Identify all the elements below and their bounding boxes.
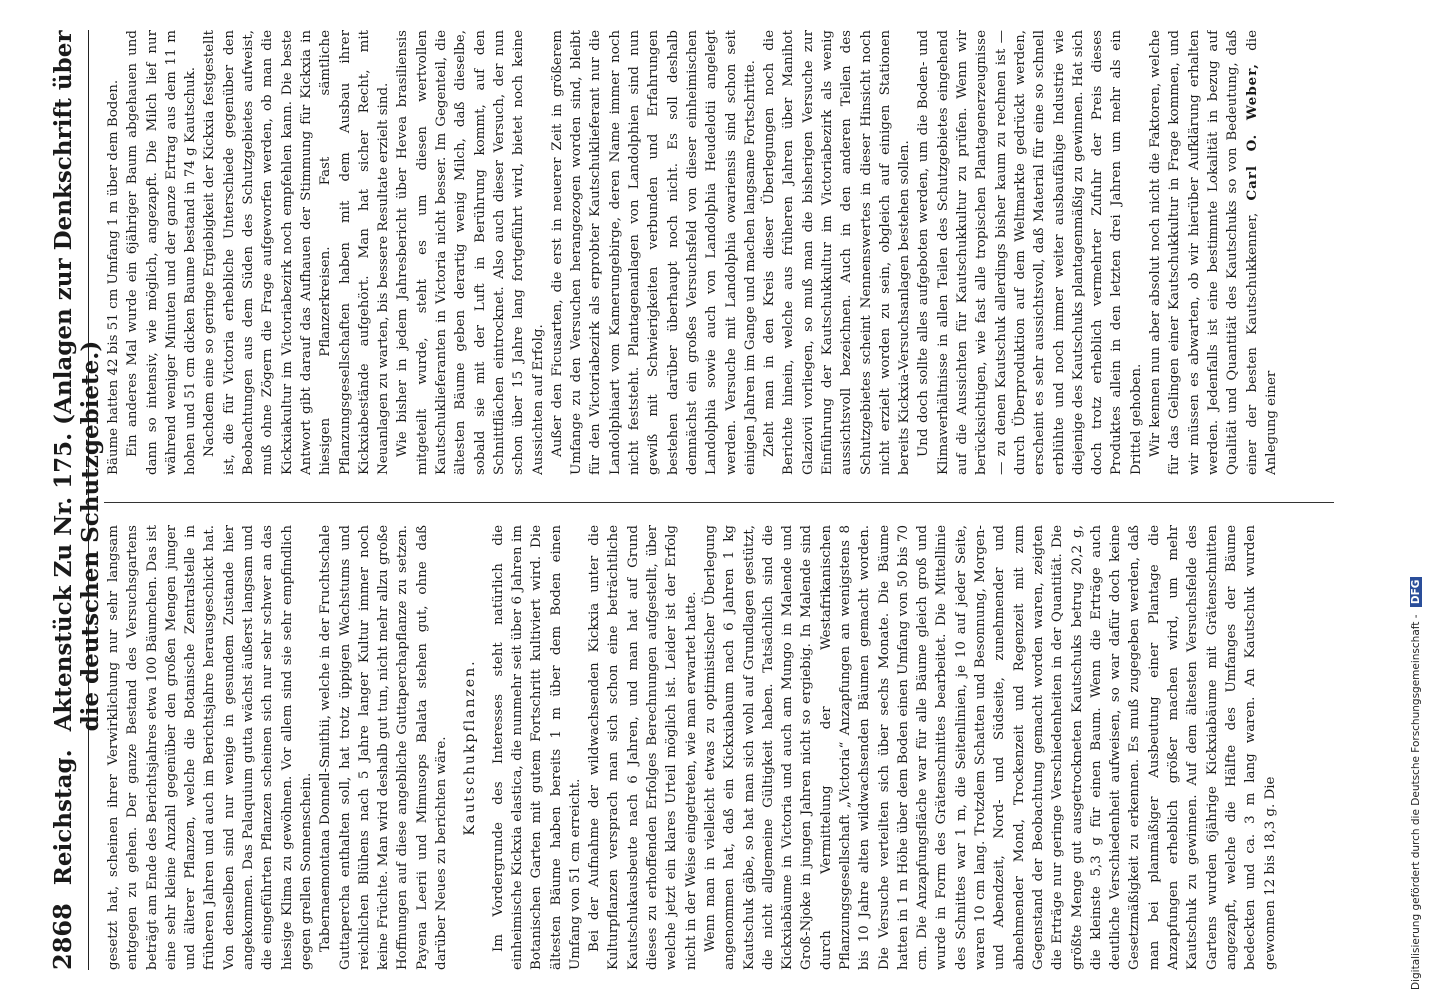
column-divider bbox=[104, 502, 1334, 503]
paragraph: gesetzt hat, scheinen ihrer Verwirklichung nur sehr langsam entgegen zu gehen. Der ganze Bestand des Versuchsgartens beträgt am Ende des Berichtsjahres etwa 100 Bäumchen. Das ist eine sehr kleine Anzahl gegenüber den großen Mengen junger und älterer Pflanzen, welche die Botanische Zentralstelle in früheren Jahren und auch im Berichtsjahre herausgeschickt hat. Von denselben sind nur wenige in gesundem Zustande hier angekommen. Das Palaquium gutta wächst äußerst langsam und die eingeführten Pflanzen scheinen sich nur sehr schwer an das hiesige Klima zu gewöhnen. Vor allem sind sie sehr empfindlich gegen grellen Sonnenschein. bbox=[106, 525, 314, 970]
dfg-logo: DFG bbox=[1410, 577, 1422, 608]
header-left-title: Reichstag. bbox=[50, 749, 77, 886]
paragraph: Nachdem eine so geringe Ergiebigkeit der Kickxia festgestellt ist, die für Victoria erhebliche Unterschiede gegenüber den Beobachtungen aus dem Süden des Schutzgebietes aufweist, muß ohne Zögern die Frage aufgeworfen werden, ob man die Kickxiakultur im Victoriabezirk noch empfehlen kann. Die beste Antwort gibt darauf das Aufhauen der Stimmung für Kickxia in hiesigen Pflanzerkreisen. Fast sämtliche Pflanzungsgesellschaften haben mit dem Ausbau ihrer Kickxiabestände aufgehört. Man hat sicher Recht, mit Neuanlagen zu warten, bis bessere Resultate erzielt sind. bbox=[202, 30, 392, 475]
digitization-footer bbox=[1406, 0, 1434, 1000]
digitization-note-text: Digitalisierung gefördert durch die Deutsche Forschungsgemeinschaft - bbox=[1410, 614, 1422, 990]
author-name: Carl O. Weber, bbox=[1243, 63, 1260, 201]
paragraph-text: Wir kennen nun aber absolut noch nicht die Faktoren, welche für das Gelingen einer Kautschukkultur in Frage kommen, und wir müssen es abwarten, ob wir hierüber Aufklärung erhalten werden. Jedenfalls ist eine bestimmte Lokalität in bezug auf Qualität und Quantität des Kautschuks so von Bedeutung, daß einer der besten Kautschukkenner, bbox=[1148, 30, 1260, 475]
paragraph: Tabernaemontana Donnell-Smithii, welche in der Fruchtschale Guttapercha enthalten soll, hat trotz üppigen Wachstums und reichlichen Blühens nach 5 Jahre langer Kultur immer noch keine Früchte. Man wird deshalb gut tun, nicht mehr allzu große Hoffnungen auf diese angebliche Guttaperchapflanze zu setzen. Payena Leerii und Mimusops Balata stehen gut, ohne daß darüber Neues zu berichten wäre. bbox=[318, 525, 450, 970]
right-text-column bbox=[104, 30, 1334, 475]
page-header bbox=[48, 30, 104, 970]
paragraph: Bäume hatten 42 bis 51 cm Umfang 1 m über dem Boden. bbox=[106, 79, 121, 475]
page-number: 2868 bbox=[48, 903, 77, 970]
paragraph: Und doch sollte alles aufgeboten werden, um die Boden- und Klimaverhältnisse in allen Teilen des Schutzgebietes eingehend auf die Aussichten für Kautschukkultur zu prüfen. Wenn wir berücksichtigen, wie fast alle tropischen Plantagenerzeugnisse — zu denen Kautschuk allerdings bisher kaum zu rechnen ist — durch Überproduktion auf dem Weltmarkte gedrückt werden, erscheint es sehr aussichtsvoll, daß Material für eine so schnell erblühte und noch immer weiter ausbaufähige Industrie wie diejenige des Kautschuks plantagenmäßig zu gewinnen. Hat sich doch trotz erheblich vermehrter Zufuhr der Preis dieses Produktes allein in den letzten drei Jahren um mehr als ein Drittel gehoben. bbox=[916, 30, 1144, 475]
paragraph: Bei der Aufnahme der wildwachsenden Kickxia unter die Kulturpflanzen versprach man sich schon eine beträchtliche Kautschukausbeute nach 6 Jahren, und man hat auf Grund dieses zu erhoffenden Erfolges Berechnungen aufgestellt, über welche jetzt ein klares Urteil möglich ist. Leider ist der Erfolg nicht in der Weise eingetreten, wie man erwartet hatte. bbox=[587, 525, 699, 970]
paragraph-text-end: die Anlegung einer bbox=[1244, 30, 1279, 475]
paragraph: Im Vordergrunde des Interesses steht natürlich die einheimische Kickxia elastica, die nunmehr seit über 6 Jahren im Botanischen Garten mit gutem Fortschritt kultiviert wird. Die ältesten Bäume haben bereits 1 m über dem Boden einen Umfang von 51 cm erreicht. bbox=[490, 525, 583, 970]
paragraph bbox=[1146, 30, 1281, 475]
paragraph: Ein anderes Mal wurde ein 6jähriger Baum abgehauen und dann so intensiv, wie möglich, angezapft. Die Milch lief nur während weniger Minuten und der ganze Ertrag aus dem 11 m hohen und 51 cm dicken Baume bestand in 74 g Kautschuk. bbox=[125, 30, 199, 475]
paragraph: Wie bisher in jedem Jahresbericht über Hevea brasiliensis mitgeteilt wurde, steht es um diesen wertvollen Kautschuklieferanten in Victoria nicht besser. Im Gegenteil, die ältesten Bäume geben derartig wenig Milch, daß dieselbe, sobald sie mit der Luft in Berührung kommt, auf den Schnittflächen eintrocknet. Also auch dieser Versuch, der nun schon über 15 Jahre lang fortgeführt wird, bietet noch keine Aussichten auf Erfolg. bbox=[395, 30, 546, 475]
paragraph: Außer den Ficusarten, die erst in neuerer Zeit in größerem Umfange zu den Versuchen herangezogen worden sind, bleibt für den Victoriabezirk als erprobter Kautschuklieferant nur die Landolphiaart vom Kamerungebirge, deren Name immer noch nicht feststeht. Plantagenanlagen von Landolphien sind nun gewiß mit Schwierigkeiten verbunden und Erfahrungen bestehen darüber überhaupt noch nicht. Es soll deshalb demnächst ein großes Versuchsfeld von dieser einheimischen Landolphia sowie auch von Landolphia Heudelotii angelegt werden. Versuche mit Landolphia owariensis sind schon seit einigen Jahren im Gange und machen langsame Fortschritte. bbox=[549, 30, 758, 475]
paragraph: Zieht man in den Kreis dieser Überlegungen noch die Berichte hinein, welche aus früheren Jahren über Manihot Glaziovii vorliegen, so muß man die bisherigen Versuche zur Einführung der Kautschukkultur im Victoriabezirk als wenig aussichtsvoll bezeichnen. Auch in den anderen Teilen des Schutzgebietes scheint Nennenswertes in dieser Hinsicht noch nicht erzielt worden zu sein, obgleich auf einigen Stationen bereits Kickxia-Versuchsanlagen bestehen sollen. bbox=[762, 30, 913, 475]
header-right-title: Aktenstück Zu Nr. 175. (Anlagen zur Denkschrift über die deutschen Schutzgebiete.) bbox=[50, 30, 104, 732]
section-heading: Kautschukpflanzen. bbox=[462, 659, 479, 836]
left-text-column bbox=[104, 525, 1334, 970]
paragraph: Wenn man in vielleicht etwas zu optimistischer Überlegung angenommen hat, daß ein Kickxiabaum nach 6 Jahren 1 kg Kautschuk gäbe, so hat man sich wohl auf Grundlagen gestützt, die nicht allgemeine Gültigkeit haben. Tatsächlich sind die Kickxiabäume in Victoria und auch am Mungo in Malende und Groß-Njoke in jungen Jahren nicht so ergiebig. In Malende sind durch Vermittelung der Westafrikanischen Pflanzungsgesellschaft „Victoria“ Anzapfungen an wenigstens 8 bis 10 Jahre alten wildwachsenden Bäumen gemacht worden. Die Versuche verteilten sich über sechs Monate. Die Bäume hatten in 1 m Höhe über dem Boden einen Umfang von 50 bis 70 cm. Die Anzapfungsfläche war für alle Bäume gleich groß und wurde in Form des Grätenschnittes bearbeitet. Die Mittellinie des Schnittes war 1 m, die Seitenlinien, je 10 auf jeder Seite, waren 10 cm lang. Trotzdem Schatten und Besonnung, Morgen- und Abendzeit, Nord- und Südseite, zunehmender und abnehmender Mond, Trockenzeit und Regenzeit mit zum Gegenstand der Beobachtung gemacht worden waren, zeigten die Erträge nur geringe Verschiedenheiten in der Quantität. Die größte Menge gut ausgetrockneten Kautschuks betrug 20,2 g, die kleinste 5,3 g für einen Baum. Wenn die Erträge auch deutliche Verschiedenheit aufweisen, so war dafür doch keine Gesetzmäßigkeit zu erkennen. Es muß zugegeben werden, daß man bei planmäßiger Ausbeutung einer Plantage die Anzapfungen erheblich größer machen wird, um mehr Kautschuk zu gewinnen. Auf dem ältesten Versuchsfelde des Gartens wurden 6jährige Kickxiabäume mit Grätenschnitten angezapft, welche die Hälfte des Umfanges der Bäume bedeckten und ca. 3 m lang waren. An Kautschuk wurden gewonnen 12 bis 18,3 g. Die bbox=[702, 525, 1278, 970]
digitization-note bbox=[1410, 577, 1422, 990]
